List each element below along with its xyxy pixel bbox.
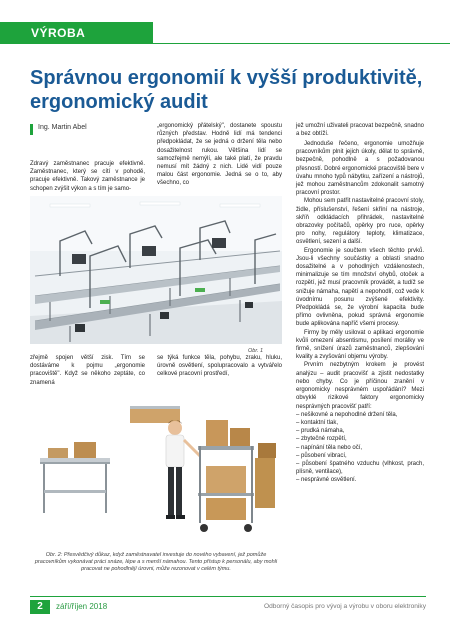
list-item: – působení špatného vzduchu (vlhkost, prach, plísně, ventilace), — [296, 460, 424, 476]
footer-divider — [30, 596, 426, 597]
page-number: 2 — [30, 600, 50, 614]
figure-1-caption: Obr. 1 — [248, 348, 264, 354]
figure-1-workbench-photo — [30, 196, 282, 344]
paragraph: Zdravý zaměstnanec pracuje efektivně. Zaměstnanec, který se cítí v pohodě, pracuje efektivně. Takový zaměstnance je schopen zvýšit výkon a s tím je samo- — [30, 161, 145, 192]
author-bar — [30, 124, 33, 135]
column-1-bottom — [30, 354, 145, 387]
list-item: – působení vibrací, — [296, 452, 347, 459]
list-item: – prudká námaha, — [296, 428, 345, 435]
figure-2-worker-photo — [30, 398, 282, 548]
list-item: – zbytečné rozpětí, — [296, 436, 347, 443]
list-item: – nesprávné osvětlení. — [296, 477, 357, 484]
figure-2-caption: Obr. 2: Přesvědčivý důkaz, když zaměstnavatel investuje do nového vybavení, jež pomůže pracovníkům vykonávat práci snáze, lépe a s menší námahou. Tento přístup k personálu, aby mohli pracovat ne pohodlnějí úrovni, může rezonovat v celém týmu. — [34, 552, 278, 572]
column-1-top — [30, 160, 145, 193]
column-3-top — [296, 122, 424, 138]
list-item: – napínání těla nebo očí, — [296, 444, 363, 451]
paragraph: Ergonomie je součtem všech těchto prvků. Jsou-li všechny součástky a oblasti snadno dosažitelné a v pohodlných vzdálenostech, minimalizuje se tím množství ohybů, otoček a rozpětí, jež musí pracovník provádět, a tudíž se snižuje námaha, napětí a nepohodlí, což vede k úvodnímu posunu zvýšené efektivity. Předpokládá se, že výrobní kapacita bude přímo ovlivněna, pokud správná ergonomie bude aplikována napříč všemi procesy. — [296, 247, 424, 328]
paragraph: se týká funkce těla, pohybu, zraku, hluku, úrovně osvětlení, spolupracovalo a vytvářelo celkové pracovní prostředí, — [157, 355, 282, 378]
section-divider — [153, 43, 450, 44]
paragraph: „ergonomický přátelský", dostanete spoustu různých představ. Hodně lidí má tendenci předpokládat, že se jedná o držení těla nebo dosažitelnost rukou. Většina lidí se samozřejmě nemýlí, ale také platí, že pravdu nemusí mít žádný z nich. Lidé vidí pouze malou část ergonomie. Jedná se o to, aby všechno, co — [157, 123, 282, 187]
publication-tagline: Odborný časopis pro vývoj a výrobu v oboru elektroniky — [264, 603, 426, 610]
article-title: Správnou ergonomií k vyšší produktivitě, ergonomický audit — [30, 67, 423, 113]
paragraph: Firmy by měly usilovat o aplikaci ergonomie kvůli omezení absentismu, posílení morálky ve firmě, snížení úrazů zaměstnanců, zlepšování kvality a zvyšování objemu výroby. — [296, 329, 424, 361]
paragraph: Prvním nezbytným krokem je provést analýzu – audit pracovišť a zjistit nedostatky nebo chyby. Co je příčinou zranění v ergonomicky nesprávném uspořádání? Mezi obvyklé rizikové faktory ergonomicky nesprávných pracovišť patří: — [296, 362, 424, 410]
list-item: – nešikovné a nepohodlné držení těla, — [296, 411, 398, 418]
paragraph: zřejmě spojen větší zisk. Tím se dostáváme k pojmu „ergonomie pracoviště". Když se někoho zeptáte, co znamená — [30, 355, 145, 386]
paragraph: Mohou sem patřit nastavitelné pracovní stoly, židle, příslušenství, řešení skříní na nástroje, skříň odkládacích přihrádek, nastavitelné obrazovky počítačů, opěrky pro ruce, opěrky pro nohy, regulátory teploty, klimatizace, osvětlení, sezení a další. — [296, 198, 424, 246]
paragraph: Jednoduše řečeno, ergonomie umožňuje pracovníkům plnit jejich úkoly, dělat to správně, bezpečně, pohodlně a s požadovanou přesností. Dobré ergonomické pracoviště bere v úvahu mnoho typů nábytku, zařízení a nástrojů, jež mohou zaměstnancům zdokonalit samotný pracovní prostor. — [296, 141, 424, 197]
paragraph: jež umožní uživateli pracovat bezpečně, snadno a bez obtíží. — [296, 123, 424, 138]
section-tab — [0, 22, 153, 44]
list-item: – kontaktní tlak, — [296, 419, 339, 426]
column-2-top — [157, 122, 282, 188]
column-3-body — [296, 140, 424, 485]
section-label: VÝROBA — [31, 26, 86, 40]
column-2-bottom — [157, 354, 282, 379]
issue-date: září/říjen 2018 — [56, 602, 108, 611]
risk-factor-list — [296, 411, 424, 485]
author-name: Ing. Martin Abel — [38, 124, 87, 131]
